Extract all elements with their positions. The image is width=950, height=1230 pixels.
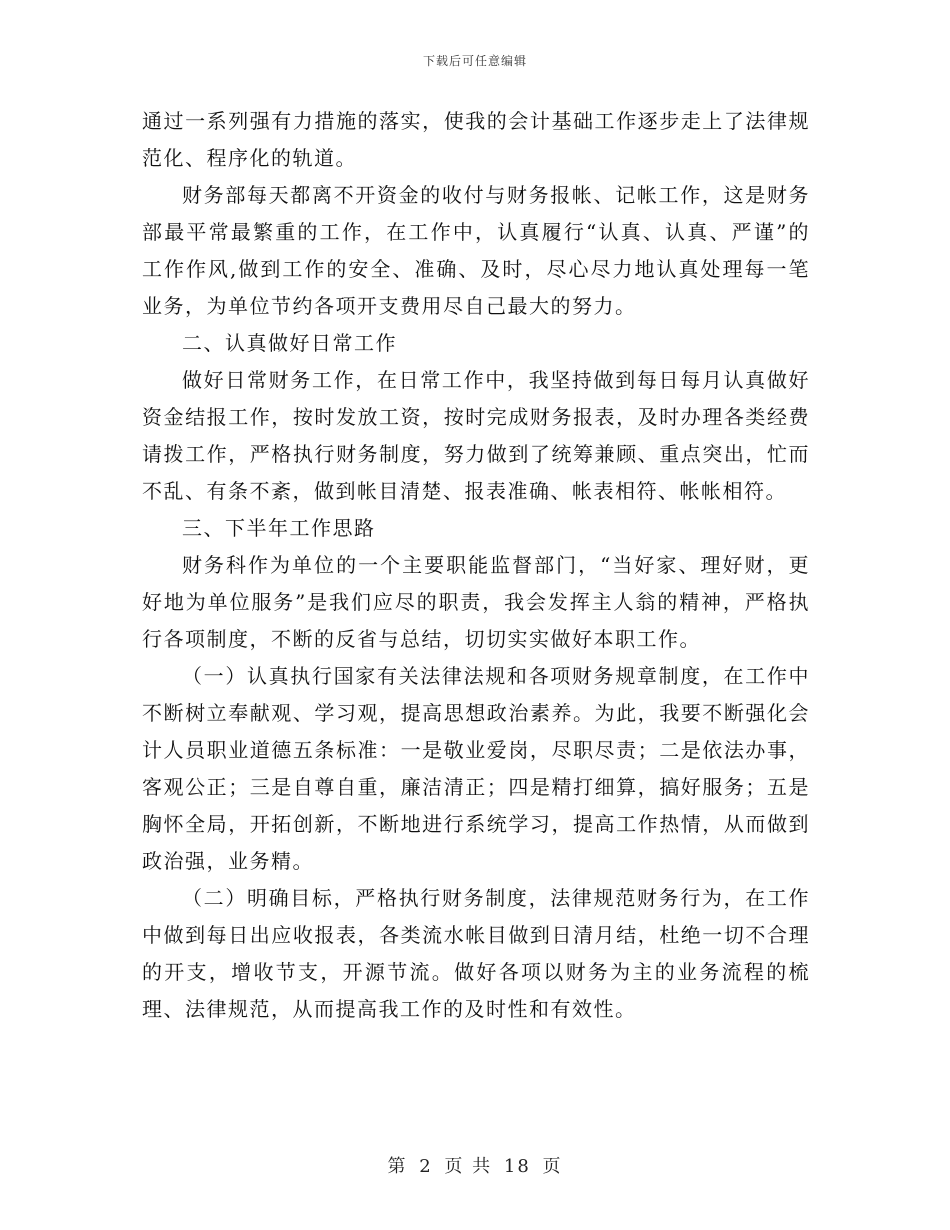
paragraph-daily-bookkeeping: 财务部每天都离不开资金的收付与财务报帐、记帐工作，这是财务部最平常最繁重的工作，在工作中，认真履行“认真、认真、严谨”的工作作风,做到工作的安全、准确、及时，尽心尽力地认真处理每一笔业务，为单位节约各项开支费用尽自己最大的努力。 <box>142 183 810 318</box>
footer-current-page: 2 <box>419 1156 433 1177</box>
paragraph-item-two: （二）明确目标，严格执行财务制度，法律规范财务行为，在工作中做到每日出应收报表，各类流水帐目做到日清月结，杜绝一切不合理的开支，增收节支，开源节流。做好各项以财务为主的业务流程的梳理、法律规范，从而提高我工作的及时性和有效性。 <box>142 886 810 1021</box>
document-body <box>142 103 810 1028</box>
section-heading-three: 三、下半年工作思路 <box>182 516 376 540</box>
paragraph-work-plan: 财务科作为单位的一个主要职能监督部门，“当好家、理好财，更好地为单位服务”是我们应尽的职责，我会发挥主人翁的精神，严格执行各项制度，不断的反省与总结，切切实实做好本职工作。 <box>142 553 810 651</box>
footer-total-pages: 18 <box>503 1156 531 1177</box>
footer-middle: 页 共 <box>444 1156 493 1177</box>
paragraph-continuation: 通过一系列强有力措施的落实，使我的会计基础工作逐步走上了法律规范化、程序化的轨道。 <box>142 109 810 170</box>
footer-suffix: 页 <box>542 1156 563 1177</box>
page-header: 下载后可任意编辑 <box>422 54 527 68</box>
section-heading-two: 二、认真做好日常工作 <box>182 331 397 355</box>
paragraph-item-one: （一）认真执行国家有关法律法规和各项财务规章制度，在工作中不断树立奉献观、学习观，提高思想政治素养。为此，我要不断强化会计人员职业道德五条标准：一是敬业爱岗，尽职尽责；二是依法办事，客观公正；三是自尊自重，廉洁清正；四是精打细算，搞好服务；五是胸怀全局，开拓创新，不断地进行系统学习，提高工作热情，从而做到政治强，业务精。 <box>142 664 810 873</box>
page-footer <box>0 1152 950 1178</box>
paragraph-daily-finance: 做好日常财务工作，在日常工作中，我坚持做到每日每月认真做好资金结报工作，按时发放工资，按时完成财务报表，及时办理各类经费请拨工作，严格执行财务制度，努力做到了统筹兼顾、重点突出，忙而不乱、有条不紊，做到帐目清楚、报表准确、帐表相符、帐帐相符。 <box>142 368 810 503</box>
footer-prefix: 第 <box>387 1156 408 1177</box>
